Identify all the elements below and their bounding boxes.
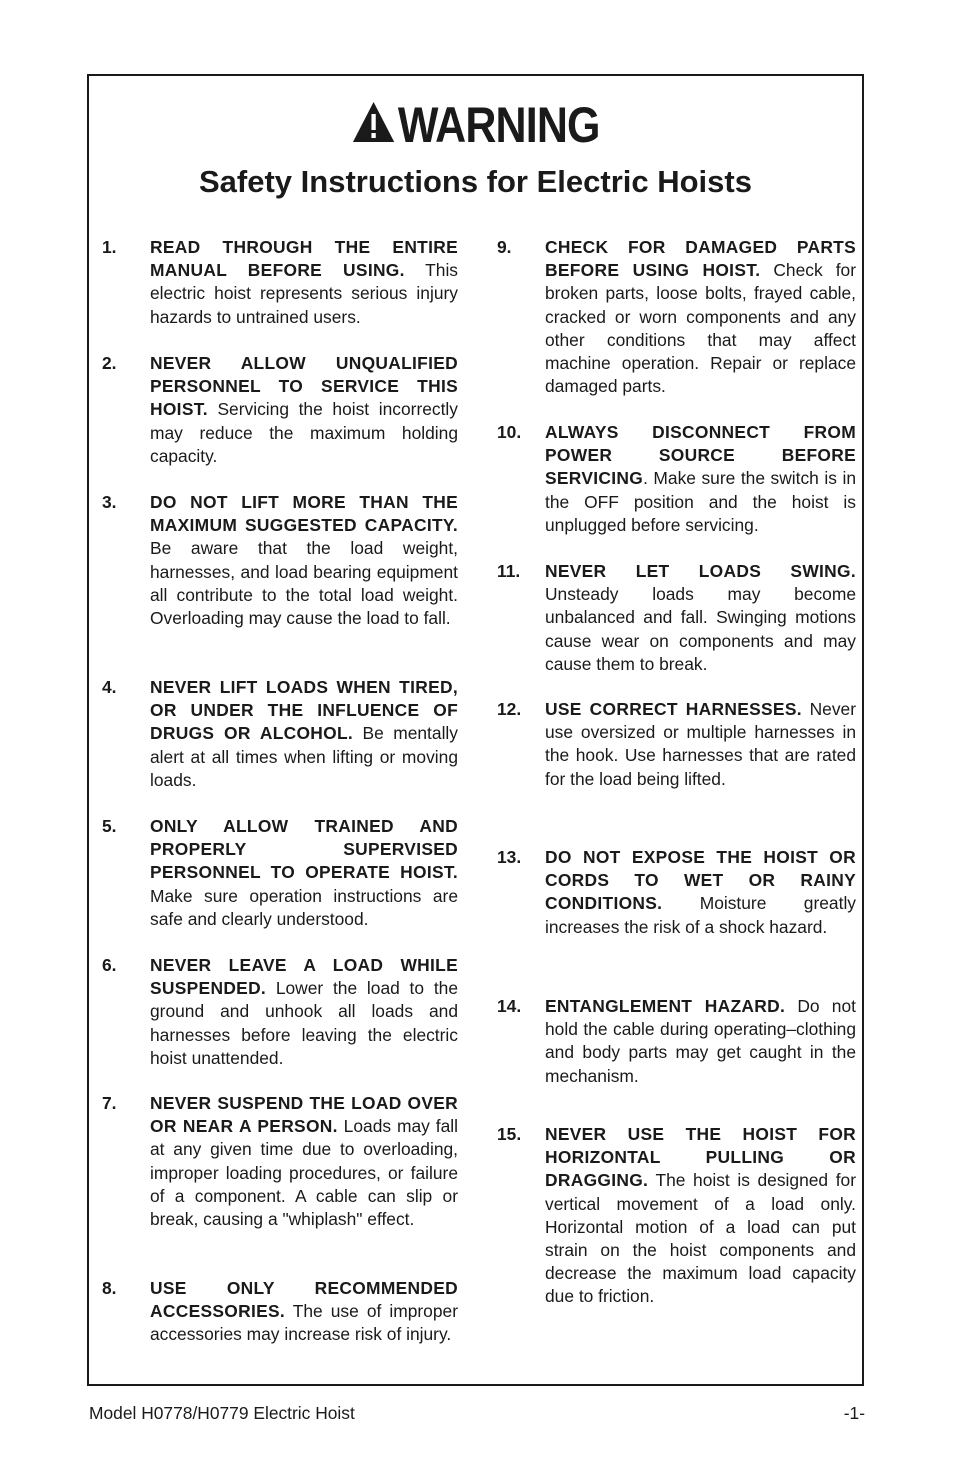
item-body [150, 1092, 458, 1231]
item-text: The hoist is designed for vertical movement of a load only. Horizontal motion of a load can put strain on the hoist components and decrease the maximum load capacity due to friction. [545, 1170, 856, 1307]
safety-item [497, 1123, 856, 1309]
item-body [150, 676, 458, 792]
item-text: Loads may fall at any given time due to overloading, improper loading procedures, or failure of a component. A cable can slip or break, causing a "whiplash" effect. [150, 1116, 458, 1230]
item-body [150, 352, 458, 468]
item-number: 7. [102, 1093, 117, 1113]
item-body [150, 954, 458, 1070]
warning-heading [143, 98, 808, 152]
item-number: 6. [102, 955, 117, 975]
item-lead: NEVER SUSPEND THE LOAD OVER OR NEAR A PERSON. [150, 1093, 458, 1137]
footer-model: Model H0778/H0779 Electric Hoist [89, 1403, 355, 1423]
safety-item [102, 1092, 458, 1231]
item-number: 15. [497, 1124, 522, 1144]
item-lead: ENTANGLEMENT HAZARD. [545, 996, 786, 1016]
item-lead: USE CORRECT HARNESSES. [545, 699, 802, 719]
item-body [545, 995, 856, 1088]
item-text: The use of improper accessories may increase risk of injury. [150, 1301, 458, 1345]
item-text: Make sure operation instructions are safe and clearly understood. [150, 885, 458, 929]
item-lead: USE ONLY RECOMMENDED ACCESSORIES. [150, 1278, 458, 1322]
item-body [545, 846, 856, 939]
page-footer [89, 1403, 865, 1424]
safety-item [102, 491, 458, 630]
item-body [150, 815, 458, 931]
warning-triangle-icon [351, 100, 396, 144]
item-text: Do not hold the cable during operating–clothing and body parts may get caught in the mechanism. [545, 996, 856, 1086]
item-body [545, 236, 856, 398]
item-text: This electric hoist represents serious injury hazards to untrained users. [150, 260, 459, 327]
item-text: . Make sure the switch is in the OFF position and the hoist is unplugged before servicing. [545, 468, 856, 535]
safety-item [497, 236, 856, 398]
warning-box [87, 74, 864, 1386]
item-text: Be aware that the load weight, harnesses, and load bearing equipment all contribute to the total load weight. Overloading may cause the load to fall. [150, 538, 458, 629]
item-lead: READ THROUGH THE ENTIRE MANUAL BEFORE USING. [150, 237, 458, 281]
safety-item [102, 954, 458, 1070]
safety-item [102, 676, 458, 792]
item-number: 11. [497, 561, 521, 581]
item-number: 4. [102, 677, 117, 697]
page-subtitle: Safety Instructions for Electric Hoists [199, 164, 752, 199]
safety-item [497, 698, 856, 791]
item-text: Never use oversized or multiple harnesses in the hook. Use harnesses that are rated for the load being lifted. [545, 699, 856, 789]
item-lead: NEVER LEAVE A LOAD WHILE SUSPENDED. [150, 955, 458, 999]
item-text: Servicing the hoist incorrectly may reduce the maximum holding capacity. [150, 399, 458, 466]
item-number: 5. [102, 816, 117, 836]
item-number: 2. [102, 353, 117, 373]
item-text: Moisture greatly increases the risk of a shock hazard. [545, 893, 856, 937]
item-lead: NEVER ALLOW UNQUALIFIED PERSONNEL TO SERVICE THIS HOIST. [150, 353, 458, 420]
item-body [545, 560, 856, 676]
safety-item [102, 236, 458, 329]
safety-item [102, 1277, 458, 1347]
item-lead: NEVER LIFT LOADS WHEN TIRED, OR UNDER THE INFLUENCE OF DRUGS OR ALCOHOL. [150, 677, 458, 744]
item-body [545, 1123, 856, 1309]
item-number: 10. [497, 422, 522, 442]
safety-item [497, 995, 856, 1088]
item-body [150, 491, 458, 630]
item-number: 9. [497, 237, 512, 257]
item-body [545, 698, 856, 791]
item-lead: DO NOT EXPOSE THE HOIST OR CORDS TO WET OR RAINY CONDITIONS. [545, 847, 856, 914]
item-body [150, 1277, 458, 1347]
safety-item [497, 846, 856, 939]
item-number: 13. [497, 847, 522, 867]
item-lead: NEVER LET LOADS SWING. [545, 561, 856, 581]
item-lead: NEVER USE THE HOIST FOR HORIZONTAL PULLING OR DRAGGING. [545, 1124, 856, 1191]
item-text: Check for broken parts, loose bolts, frayed cable, cracked or worn components and any other conditions that may affect machine operation. Repair or replace damaged parts. [545, 260, 856, 397]
item-lead: ALWAYS DISCONNECT FROM POWER SOURCE BEFORE SERVICING [545, 422, 856, 489]
item-lead: DO NOT LIFT MORE THAN THE MAXIMUM SUGGESTED CAPACITY. [150, 492, 458, 536]
item-body [150, 236, 458, 329]
item-number: 3. [102, 492, 117, 512]
item-text: Unsteady loads may become unbalanced and fall. Swinging motions cause wear on components and may cause them to break. [545, 584, 856, 674]
item-number: 14. [497, 996, 522, 1016]
safety-item [497, 421, 856, 537]
item-number: 1. [102, 237, 117, 257]
safety-item [102, 815, 458, 931]
item-lead: ONLY ALLOW TRAINED AND PROPERLY SUPERVISED PERSONNEL TO OPERATE HOIST. [150, 816, 458, 883]
footer-page-number: -1- [843, 1403, 865, 1423]
item-text: Lower the load to the ground and unhook all loads and harnesses before leaving the electric hoist unattended. [150, 978, 458, 1068]
safety-item [102, 352, 458, 468]
item-lead: CHECK FOR DAMAGED PARTS BEFORE USING HOIST. [545, 237, 856, 281]
safety-item [497, 560, 856, 676]
item-number: 12. [497, 699, 522, 719]
item-text: Be mentally alert at all times when lifting or moving loads. [150, 723, 458, 790]
warning-title: WARNING [397, 97, 600, 153]
item-body [545, 421, 856, 537]
item-number: 8. [102, 1278, 117, 1298]
